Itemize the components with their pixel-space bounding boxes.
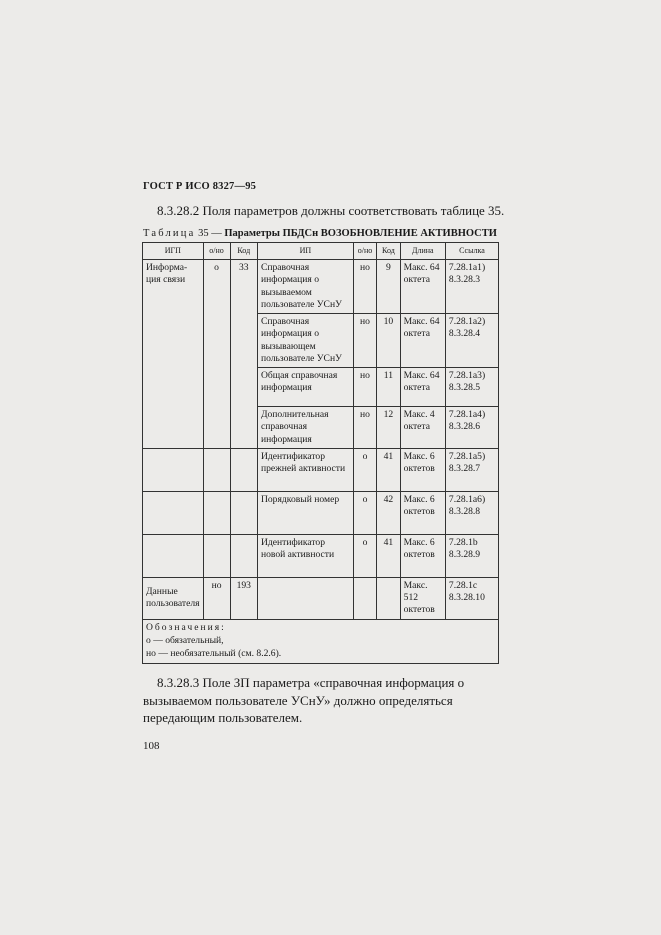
reference-cell: 7.28.1а6) 8.3.28.8 xyxy=(445,491,498,534)
length-cell: Макс. 6 октетов xyxy=(400,448,445,491)
paragraph-8-3-28-3-text: 8.3.28.3 Поле ЗП параметра «справочная информация о вызываемом пользователе УСнУ» должно определяться передающим пользователем. xyxy=(143,675,465,725)
notes-line-2: но — необязательный (см. 8.2.6). xyxy=(146,647,282,659)
caption-title: Параметры ПБДСн ВОЗОБНОВЛЕНИЕ АКТИВНОСТИ xyxy=(224,228,497,239)
header-length: Длина xyxy=(400,243,445,260)
table-caption xyxy=(143,228,497,239)
table-row xyxy=(143,260,499,314)
ip-o-cell: но xyxy=(353,368,376,407)
notes-row xyxy=(143,619,499,663)
empty-cell xyxy=(143,491,204,534)
header-o-no-2: о/но xyxy=(353,243,376,260)
empty-cell xyxy=(230,491,257,534)
ip-code-cell: 11 xyxy=(377,368,400,407)
ip-code-cell: 42 xyxy=(377,491,400,534)
ip-o-cell: но xyxy=(353,260,376,314)
ip-cell: Справочная информация о вызываемом пользователе УСнУ xyxy=(257,260,353,314)
ip-cell: Справочная информация о вызывающем пользователе УСнУ xyxy=(257,314,353,368)
header-ip: ИП xyxy=(257,243,353,260)
caption-prefix: Таблица xyxy=(143,228,196,239)
notes-line-1: о — обязательный, xyxy=(146,634,224,646)
ip-cell: Порядковый номер xyxy=(257,491,353,534)
empty-cell xyxy=(143,448,204,491)
table-row xyxy=(143,491,499,534)
caption-number: 35 — xyxy=(195,228,225,239)
ip-code-cell: 9 xyxy=(377,260,400,314)
reference-cell: 7.28.1а5) 8.3.28.7 xyxy=(445,448,498,491)
empty-cell xyxy=(203,491,230,534)
igp-cell: Данные пользователя xyxy=(143,577,204,619)
reference-cell: 7.28.1с 8.3.28.10 xyxy=(445,577,498,619)
empty-cell xyxy=(257,577,353,619)
ip-o-cell: о xyxy=(353,448,376,491)
ip-o-cell: но xyxy=(353,407,376,449)
notes-cell xyxy=(143,619,499,663)
header-o-no-1: о/но xyxy=(203,243,230,260)
length-cell: Макс. 6 октетов xyxy=(400,491,445,534)
reference-cell: 7.28.1а2) 8.3.28.4 xyxy=(445,314,498,368)
header-code-1: Код xyxy=(230,243,257,260)
document-header: ГОСТ Р ИСО 8327—95 xyxy=(143,181,257,192)
ip-code-cell: 10 xyxy=(377,314,400,368)
length-cell: Макс. 512 октетов xyxy=(400,577,445,619)
empty-cell xyxy=(203,534,230,577)
igp-cell: Информа-ция связи xyxy=(143,260,204,449)
paragraph-8-3-28-3 xyxy=(143,674,499,727)
length-cell: Макс. 6 октетов xyxy=(400,534,445,577)
ip-code-cell: 12 xyxy=(377,407,400,449)
reference-cell: 7.28.1b 8.3.28.9 xyxy=(445,534,498,577)
reference-cell: 7.28.1а1) 8.3.28.3 xyxy=(445,260,498,314)
igp-code-cell: 193 xyxy=(230,577,257,619)
header-igp: ИГП xyxy=(143,243,204,260)
ip-cell: Дополнительная справочная информация xyxy=(257,407,353,449)
header-code-2: Код xyxy=(377,243,400,260)
page-number: 108 xyxy=(143,740,160,752)
ip-cell: Идентификатор прежней активности xyxy=(257,448,353,491)
igp-o-cell: но xyxy=(203,577,230,619)
length-cell: Макс. 4 октета xyxy=(400,407,445,449)
igp-o-cell: о xyxy=(203,260,230,449)
length-cell: Макс. 64 октета xyxy=(400,368,445,407)
empty-cell xyxy=(353,577,376,619)
ip-cell: Общая справочная информация xyxy=(257,368,353,407)
ip-code-cell: 41 xyxy=(377,448,400,491)
ip-o-cell: о xyxy=(353,491,376,534)
table-row xyxy=(143,448,499,491)
table-row xyxy=(143,577,499,619)
ip-o-cell: но xyxy=(353,314,376,368)
ip-cell: Идентификатор новой активности xyxy=(257,534,353,577)
table-row xyxy=(143,534,499,577)
parameters-table xyxy=(142,242,499,664)
header-reference: Ссылка xyxy=(445,243,498,260)
paragraph-8-3-28-2: 8.3.28.2 Поля параметров должны соответствовать таблице 35. xyxy=(157,203,505,218)
reference-cell: 7.28.1а3) 8.3.28.5 xyxy=(445,368,498,407)
empty-cell xyxy=(230,534,257,577)
ip-o-cell: о xyxy=(353,534,376,577)
table-header-row xyxy=(143,243,499,260)
empty-cell xyxy=(203,448,230,491)
length-cell: Макс. 64 октета xyxy=(400,314,445,368)
igp-code-cell: 33 xyxy=(230,260,257,449)
reference-cell: 7.28.1а4) 8.3.28.6 xyxy=(445,407,498,449)
length-cell: Макс. 64 октета xyxy=(400,260,445,314)
ip-code-cell: 41 xyxy=(377,534,400,577)
empty-cell xyxy=(143,534,204,577)
notes-title: Обозначения: xyxy=(146,621,226,633)
empty-cell xyxy=(377,577,400,619)
empty-cell xyxy=(230,448,257,491)
